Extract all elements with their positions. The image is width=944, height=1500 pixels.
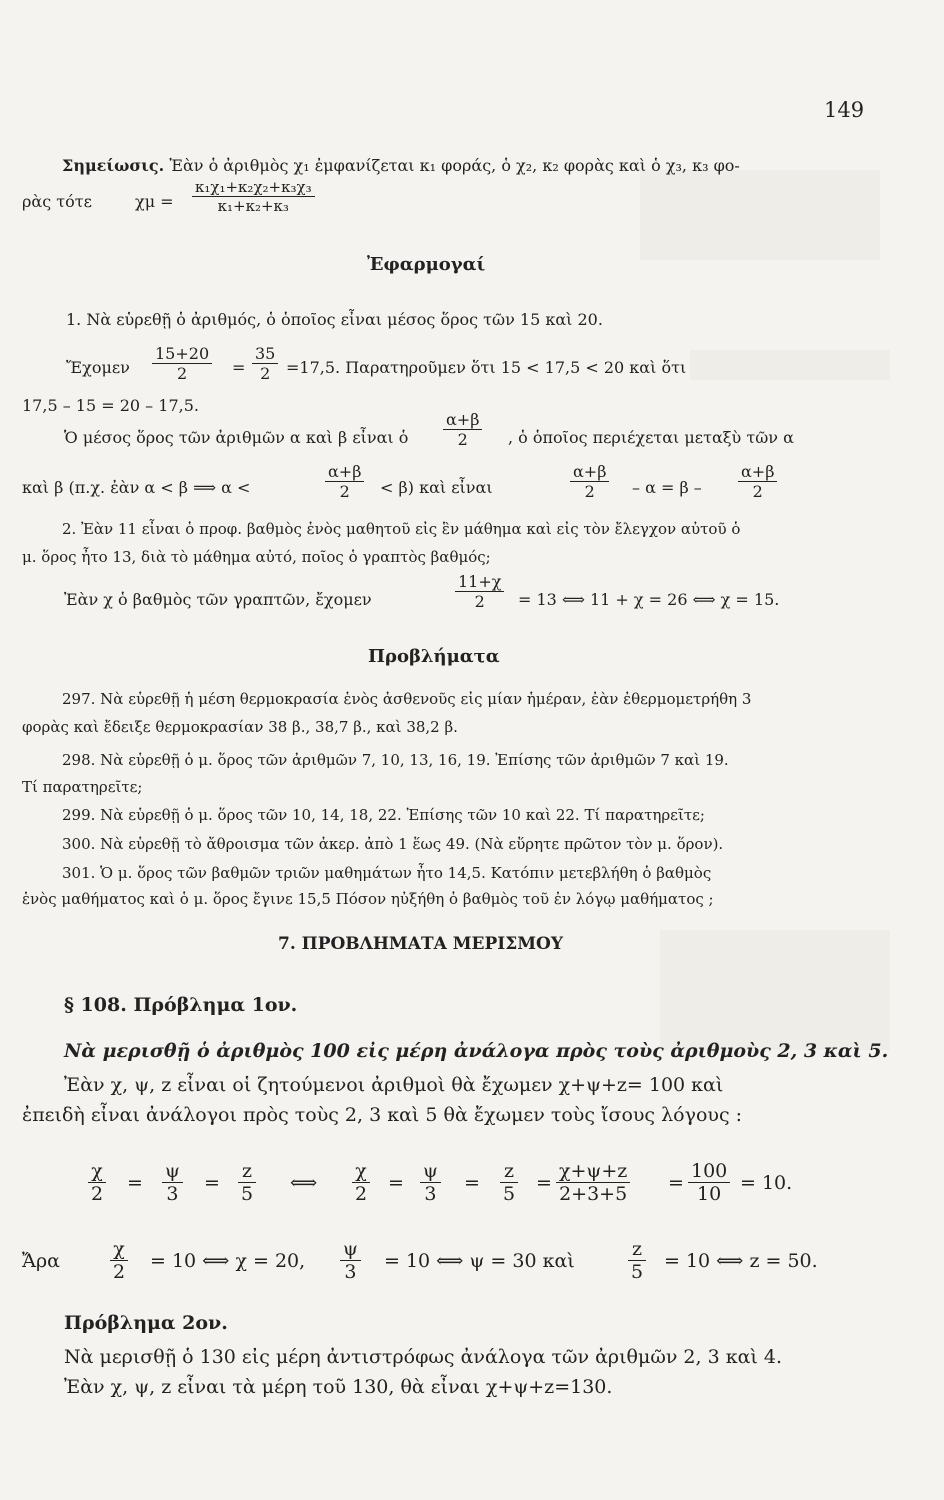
problem-301-line-1: 301. Ὁ μ. ὅρος τῶν βαθμῶν τριῶν μαθημάτων ἦτο 14,5. Κατόπιν μετεβλήθη ὁ βαθμὸς bbox=[62, 864, 712, 882]
fraction-denominator: 2 bbox=[252, 363, 278, 383]
fraction-numerator: α+β bbox=[328, 462, 362, 481]
equals-sign: = bbox=[536, 1172, 552, 1194]
fraction-denominator: 2+3+5 bbox=[556, 1182, 630, 1205]
proportion-fraction-1 bbox=[88, 1160, 106, 1205]
problem-2-title: Πρόβλημα 2ον. bbox=[64, 1312, 228, 1334]
problem-2-line-2: Ἐὰν χ, ψ, z εἶναι τὰ μέρη τοῦ 130, θὰ εἶναι χ+ψ+z=130. bbox=[64, 1376, 613, 1398]
example-2-line-3a: Ἐὰν χ ὁ βαθμὸς τῶν γραπτῶν, ἔχομεν bbox=[64, 590, 372, 609]
result-fraction-z bbox=[628, 1238, 646, 1283]
fraction-denominator: 5 bbox=[500, 1182, 518, 1205]
result-fraction-x bbox=[110, 1238, 128, 1283]
example-2-line-3b: = 13 ⟺ 11 + χ = 26 ⟺ χ = 15. bbox=[518, 590, 780, 609]
fraction-denominator: 2 bbox=[88, 1182, 106, 1205]
equals-sign: = bbox=[232, 358, 246, 377]
result-x: = 10 ⟺ χ = 20, bbox=[150, 1250, 306, 1272]
fraction-numerator: z bbox=[242, 1160, 253, 1182]
example-1-has: Ἔχομεν bbox=[66, 358, 130, 377]
problem-298-line-1: 298. Νὰ εὑρεθῇ ὁ μ. ὅρος τῶν ἀριθμῶν 7, 10, 13, 16, 19. Ἐπίσης τῶν ἀριθμῶν 7 καὶ 19. bbox=[62, 751, 729, 769]
show-through bbox=[690, 350, 890, 380]
inequality-fraction-2 bbox=[570, 462, 609, 501]
fraction-denominator: 2 bbox=[455, 591, 504, 611]
applications-heading: Ἐφαρμογαί bbox=[367, 254, 486, 275]
note-line-1: Ἐὰν ὁ ἀριθμὸς χ₁ ἐμφανίζεται κ₁ φοράς, ὁ χ₂, κ₂ φορὰς καὶ ὁ χ₃, κ₃ φο- bbox=[169, 156, 740, 175]
example-2-line-2: μ. ὅρος ἦτο 13, διὰ τὸ μάθημα αὐτό, ποῖος ὁ γραπτὸς βαθμός; bbox=[22, 548, 491, 566]
fraction-denominator: 2 bbox=[325, 481, 364, 501]
example-1-fraction-1 bbox=[152, 344, 212, 383]
fraction-denominator: 3 bbox=[420, 1182, 441, 1205]
equals-sign: = bbox=[668, 1172, 684, 1194]
problem-301-line-2: ἑνὸς μαθήματος καὶ ὁ μ. ὅρος ἔγινε 15,5 Πόσον ηὐξήθη ὁ βαθμὸς τοῦ ἐν λόγῳ μαθήματος ; bbox=[22, 890, 714, 908]
equivalence-sign: ⟺ bbox=[290, 1172, 318, 1194]
mean-definition-fraction bbox=[443, 410, 482, 449]
fraction-denominator: 10 bbox=[688, 1182, 730, 1205]
fraction-numerator: α+β bbox=[741, 462, 775, 481]
problem-297-line-2: φορὰς καὶ ἔδειξε θερμοκρασίαν 38 β., 38,7 β., καὶ 38,2 β. bbox=[22, 718, 458, 736]
inequality-c: – α = β – bbox=[632, 478, 702, 497]
result-y: = 10 ⟺ ψ = 30 καὶ bbox=[384, 1250, 575, 1272]
example-1-fraction-2 bbox=[252, 344, 278, 383]
proportion-fraction-4 bbox=[352, 1160, 370, 1205]
fraction-numerator: 11+χ bbox=[458, 572, 502, 591]
proportion-fraction-8 bbox=[688, 1160, 730, 1205]
fraction-numerator: 15+20 bbox=[155, 344, 210, 363]
equals-sign: = bbox=[204, 1172, 220, 1194]
example-1-line-3: 17,5 – 15 = 20 – 17,5. bbox=[22, 396, 199, 415]
note-line-2: ρὰς τότε bbox=[22, 192, 92, 211]
therefore-label: Ἄρα bbox=[22, 1250, 60, 1272]
equals-sign: = bbox=[388, 1172, 404, 1194]
show-through bbox=[660, 930, 890, 1050]
inequality-fraction-1 bbox=[325, 462, 364, 501]
problem-1-title: Πρόβλημα 1ον. bbox=[133, 994, 298, 1016]
problem-298-line-2: Τί παρατηρεῖτε; bbox=[22, 778, 143, 796]
result-z: = 10 ⟺ z = 50. bbox=[664, 1250, 818, 1272]
result-fraction-y bbox=[340, 1238, 361, 1283]
fraction-numerator: χ bbox=[355, 1160, 367, 1182]
proportion-result: = 10. bbox=[740, 1172, 793, 1194]
equals-sign: = bbox=[464, 1172, 480, 1194]
fraction-numerator: α+β bbox=[446, 410, 480, 429]
page-number: 149 bbox=[824, 98, 865, 122]
fraction-numerator: α+β bbox=[573, 462, 607, 481]
problem-300: 300. Νὰ εὑρεθῇ τὸ ἄθροισμα τῶν ἀκερ. ἀπὸ 1 ἕως 49. (Νὰ εὕρητε πρῶτον τὸν μ. ὅρον). bbox=[62, 835, 724, 853]
problems-heading: Προβλήματα bbox=[368, 646, 500, 667]
mean-formula-numerator: κ₁χ₁+κ₂χ₂+κ₃χ₃ bbox=[195, 178, 312, 196]
fraction-denominator: 5 bbox=[238, 1182, 256, 1205]
problem-297-line-1: 297. Νὰ εὑρεθῇ ἡ μέση θερμοκρασία ἑνὸς ἀσθενοῦς εἰς μίαν ἡμέραν, ἐὰν ἐθερμομετρήθη 3 bbox=[62, 690, 752, 708]
fraction-numerator: ψ bbox=[165, 1160, 180, 1182]
problem-2-line-1: Νὰ μερισθῇ ὁ 130 εἰς μέρη ἀντιστρόφως ἀνάλογα τῶν ἀριθμῶν 2, 3 καὶ 4. bbox=[64, 1346, 783, 1368]
mean-formula bbox=[192, 178, 315, 215]
fraction-numerator: χ+ψ+z bbox=[559, 1160, 628, 1182]
fraction-numerator: χ bbox=[113, 1238, 125, 1260]
mean-symbol: χμ = bbox=[135, 192, 174, 211]
fraction-denominator: 3 bbox=[162, 1182, 183, 1205]
fraction-numerator: ψ bbox=[343, 1238, 358, 1260]
fraction-numerator: ψ bbox=[423, 1160, 438, 1182]
problem-1-statement: Νὰ μερισθῇ ὁ ἀριθμὸς 100 εἰς μέρη ἀνάλογα πρὸς τοὺς ἀριθμοὺς 2, 3 καὶ 5. bbox=[64, 1040, 889, 1062]
fraction-numerator: 100 bbox=[691, 1160, 728, 1182]
inequality-a: καὶ β (π.χ. ἐὰν α < β ⟹ α < bbox=[22, 478, 251, 497]
mean-definition-a: Ὁ μέσος ὅρος τῶν ἀριθμῶν α καὶ β εἶναι ὁ bbox=[64, 428, 409, 447]
fraction-denominator: 2 bbox=[443, 429, 482, 449]
proportion-fraction-7 bbox=[556, 1160, 630, 1205]
proportion-fraction-3 bbox=[238, 1160, 256, 1205]
show-through bbox=[640, 170, 880, 260]
example-1-title: 1. Νὰ εὑρεθῇ ὁ ἀριθμός, ὁ ὁποῖος εἶναι μέσος ὅρος τῶν 15 καὶ 20. bbox=[66, 310, 603, 329]
inequality-fraction-3 bbox=[738, 462, 777, 501]
inequality-b: < β) καὶ εἶναι bbox=[380, 478, 493, 497]
mean-definition-b: , ὁ ὁποῖος περιέχεται μεταξὺ τῶν α bbox=[508, 428, 794, 447]
fraction-denominator: 3 bbox=[340, 1260, 361, 1283]
proportion-fraction-5 bbox=[420, 1160, 441, 1205]
mean-formula-denominator: κ₁+κ₂+κ₃ bbox=[192, 196, 315, 215]
proportion-fraction-6 bbox=[500, 1160, 518, 1205]
equals-sign: = bbox=[127, 1172, 143, 1194]
paragraph-symbol: § 108. bbox=[64, 994, 127, 1016]
fraction-denominator: 2 bbox=[152, 363, 212, 383]
example-1-rest: =17,5. Παρατηροῦμεν ὅτι 15 < 17,5 < 20 καὶ ὅτι bbox=[286, 358, 687, 377]
fraction-numerator: 35 bbox=[255, 344, 276, 363]
fraction-numerator: z bbox=[632, 1238, 643, 1260]
fraction-denominator: 2 bbox=[352, 1182, 370, 1205]
problem-1-line-2: ἐπειδὴ εἶναι ἀνάλογοι πρὸς τοὺς 2, 3 καὶ 5 θὰ ἔχωμεν τοὺς ἴσους λόγους : bbox=[22, 1104, 743, 1126]
example-2-fraction bbox=[455, 572, 504, 611]
section-7-heading: 7. ΠΡΟΒΛΗΜΑΤΑ ΜΕΡΙΣΜΟΥ bbox=[278, 934, 563, 954]
problem-1-line-1: Ἐὰν χ, ψ, z εἶναι οἱ ζητούμενοι ἀριθμοὶ θὰ ἔχωμεν χ+ψ+z= 100 καὶ bbox=[64, 1074, 724, 1096]
fraction-denominator: 2 bbox=[570, 481, 609, 501]
fraction-denominator: 2 bbox=[110, 1260, 128, 1283]
fraction-numerator: χ bbox=[91, 1160, 103, 1182]
note-heading: Σημείωσις. bbox=[62, 156, 165, 175]
proportion-fraction-2 bbox=[162, 1160, 183, 1205]
fraction-denominator: 2 bbox=[738, 481, 777, 501]
problem-299: 299. Νὰ εὑρεθῇ ὁ μ. ὅρος τῶν 10, 14, 18, 22. Ἐπίσης τῶν 10 καὶ 22. Τί παρατηρεῖτε; bbox=[62, 806, 705, 824]
fraction-numerator: z bbox=[504, 1160, 515, 1182]
fraction-denominator: 5 bbox=[628, 1260, 646, 1283]
example-2-line-1: 2. Ἐὰν 11 εἶναι ὁ προφ. βαθμὸς ἑνὸς μαθητοῦ εἰς ἓν μάθημα καὶ εἰς τὸν ἔλεγχον αὐτοῦ ὁ bbox=[62, 520, 741, 538]
